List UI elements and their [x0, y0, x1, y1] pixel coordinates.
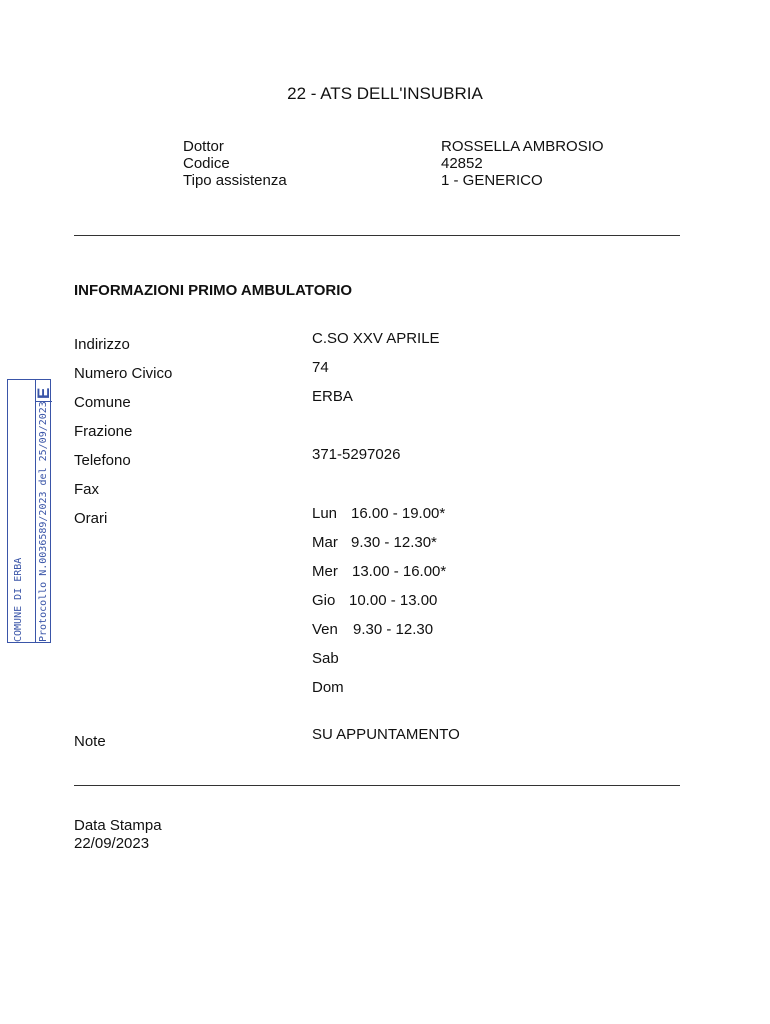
stamp-letter: E: [34, 387, 53, 399]
assistance-type-label: Tipo assistenza: [183, 172, 287, 189]
schedule-hours: 16.00 - 19.00*: [351, 505, 446, 522]
schedule-hours: 13.00 - 16.00*: [352, 563, 447, 580]
schedule-day: Dom: [312, 679, 344, 696]
note-label: Note: [74, 733, 106, 750]
street-number-value: 74: [312, 359, 329, 376]
municipality-value: ERBA: [312, 388, 353, 405]
code-label: Codice: [183, 155, 230, 172]
doctor-label: Dottor: [183, 138, 224, 155]
phone-label: Telefono: [74, 452, 131, 469]
schedule-day: Lun: [312, 505, 338, 522]
schedule-day: Ven: [312, 621, 338, 638]
schedule-hours: 10.00 - 13.00: [349, 592, 438, 609]
divider-bottom: [74, 785, 680, 786]
municipality-label: Comune: [74, 394, 131, 411]
protocol-stamp: [7, 379, 51, 643]
schedule-hours: 9.30 - 12.30: [353, 621, 434, 638]
code-value: 42852: [441, 155, 483, 172]
print-date-label: Data Stampa: [74, 817, 162, 834]
schedule-day: Mar: [312, 534, 338, 551]
divider-top: [74, 235, 680, 236]
stamp-protocol: Protocollo N.0036589/2023 del 25/09/2023: [38, 401, 49, 642]
address-value: C.SO XXV APRILE: [312, 330, 440, 347]
schedule-day: Sab: [312, 650, 339, 667]
schedule-day: Mer: [312, 563, 338, 580]
stamp-entity: COMUNE DI ERBA: [13, 557, 24, 642]
section-title: INFORMAZIONI PRIMO AMBULATORIO: [74, 282, 353, 299]
stamp-divider: [35, 380, 36, 642]
phone-value: 371-5297026: [312, 446, 401, 463]
page-title: 22 - ATS DELL'INSUBRIA: [287, 84, 483, 103]
fax-label: Fax: [74, 481, 100, 498]
assistance-type-value: 1 - GENERICO: [441, 172, 543, 189]
note-value: SU APPUNTAMENTO: [312, 726, 460, 743]
schedule-day: Gio: [312, 592, 336, 609]
hamlet-label: Frazione: [74, 423, 133, 440]
doctor-value: ROSSELLA AMBROSIO: [441, 138, 604, 155]
print-date-value: 22/09/2023: [74, 835, 150, 852]
street-number-label: Numero Civico: [74, 365, 173, 382]
address-label: Indirizzo: [74, 336, 130, 353]
schedule-hours: 9.30 - 12.30*: [351, 534, 437, 551]
hours-label: Orari: [74, 510, 108, 527]
